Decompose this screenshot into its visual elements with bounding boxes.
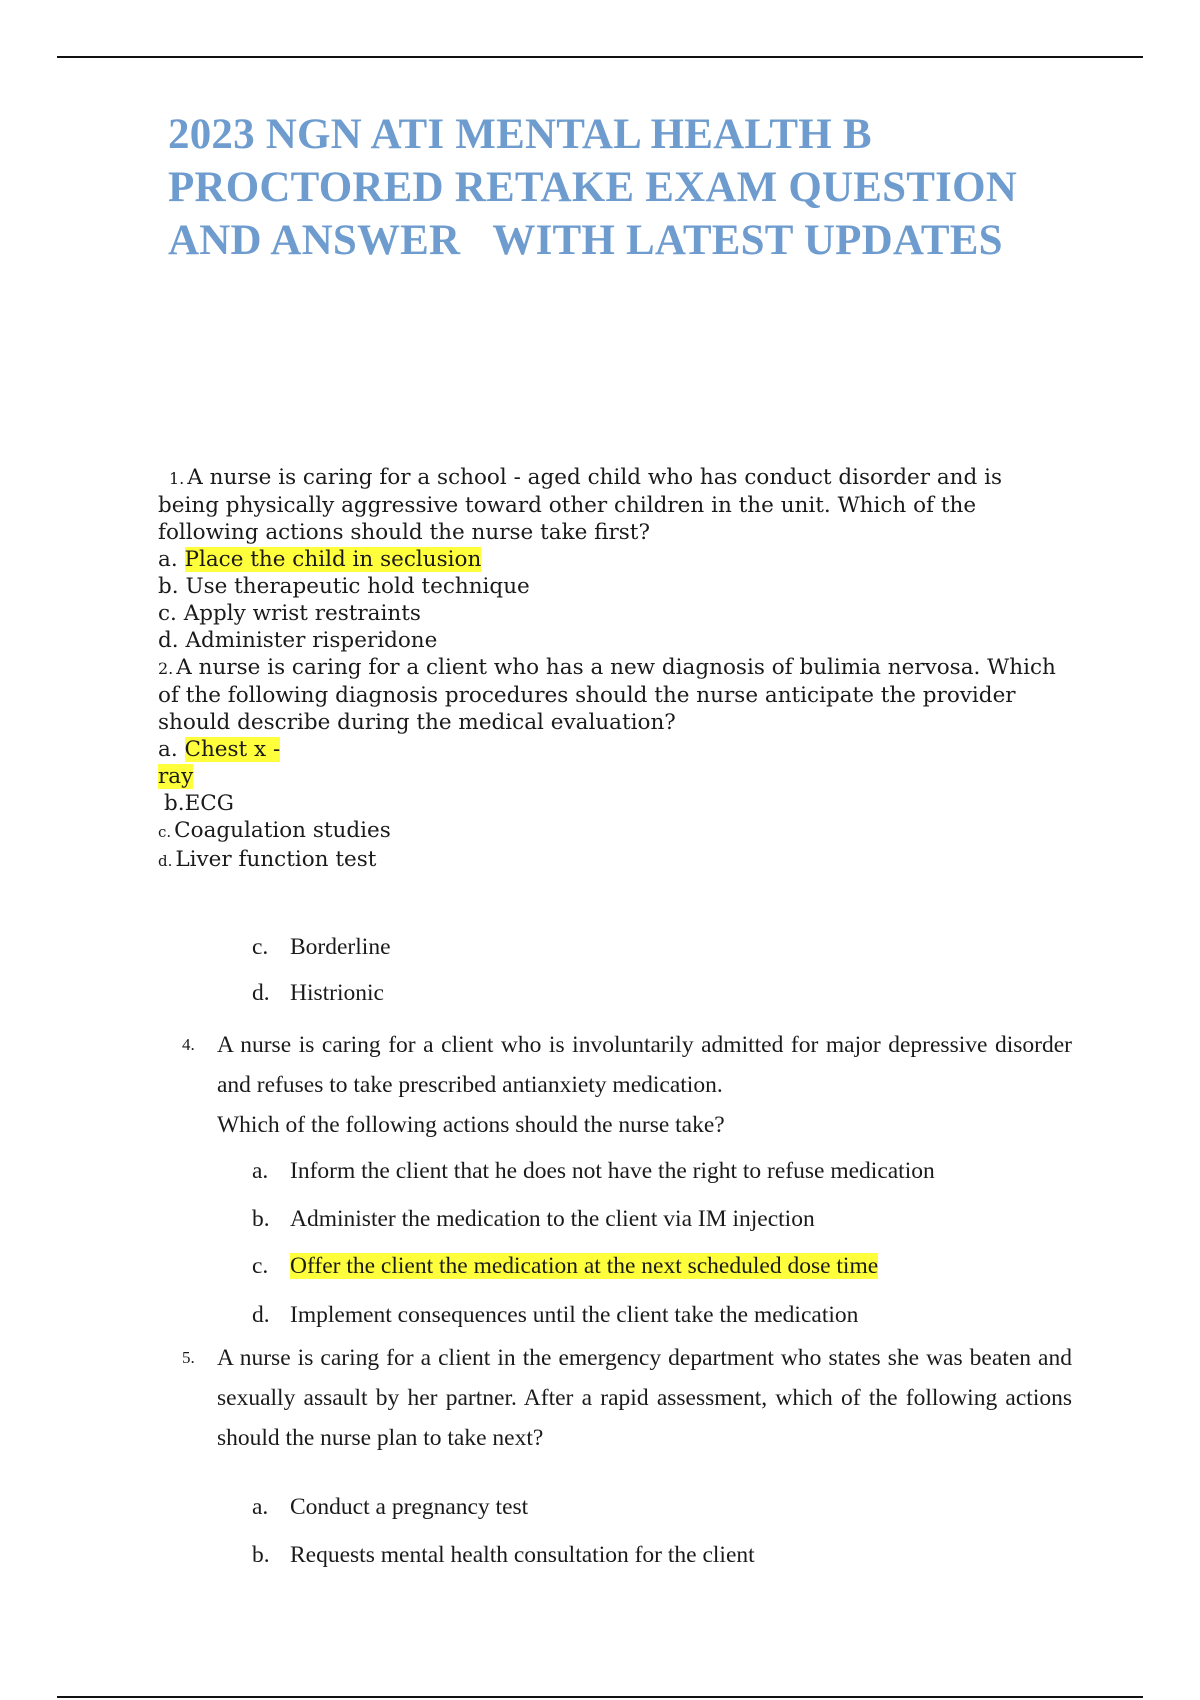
question-2-line: of the following diagnosis procedures should the nurse anticipate the provider bbox=[158, 683, 1016, 708]
question-2-number: 2. bbox=[158, 659, 174, 678]
question-1-option-a: a. Place the child in seclusion bbox=[158, 547, 482, 572]
question-1-option-d: d. Administer risperidone bbox=[158, 628, 438, 653]
question-4-number: 4. bbox=[182, 1035, 195, 1054]
question-5 bbox=[182, 1338, 1072, 1458]
question-1-line: 1. A nurse is caring for a school - aged child who has conduct disorder and is bbox=[169, 465, 1002, 490]
top-rule bbox=[57, 56, 1143, 58]
question-2-option-a-cont bbox=[158, 763, 1078, 790]
document-title bbox=[168, 108, 1088, 267]
question-2-option-a: a. Chest x - bbox=[158, 737, 281, 762]
question-3-option-d: d. Histrionic bbox=[252, 980, 384, 1006]
question-2-option-b: b.ECG bbox=[164, 791, 234, 816]
question-4-option-c: c. Offer the client the medication at the next scheduled dose time bbox=[252, 1253, 879, 1279]
question-4-option-a: a. Inform the client that he does not have the right to refuse medication bbox=[252, 1158, 935, 1184]
question-4-text-2: Which of the following actions should the nurse take? bbox=[217, 1112, 725, 1138]
question-4 bbox=[182, 1025, 1072, 1145]
question-4-option-d: d. Implement consequences until the client take the medication bbox=[252, 1302, 859, 1328]
question-1-option-c: c. Apply wrist restraints bbox=[158, 601, 421, 626]
answer-highlight: Chest x - bbox=[184, 737, 281, 762]
question-4-text: A nurse is caring for a client who is involuntarily admitted for major depressive disorder and refuses to take prescribed antianxiety medication. bbox=[217, 1032, 1072, 1098]
question-2-option-c: c. Coagulation studies bbox=[158, 818, 391, 843]
question-4-option-b: b. Administer the medication to the client via IM injection bbox=[252, 1206, 815, 1232]
title-line: 2023 NGN ATI MENTAL HEALTH B bbox=[168, 111, 872, 158]
question-5-text: A nurse is caring for a client in the emergency department who states she was beaten and sexually assault by her partner. After a rapid assessment, which of the following actions should the nurse plan to take next? bbox=[217, 1345, 1072, 1451]
question-2-line: should describe during the medical evaluation? bbox=[158, 710, 676, 735]
question-5-option-b: b. Requests mental health consultation for the client bbox=[252, 1542, 755, 1568]
question-1-line: being physically aggressive toward other children in the unit. Which of the bbox=[158, 493, 977, 518]
answer-highlight: ray bbox=[158, 764, 194, 789]
title-line: AND ANSWER WITH LATEST UPDATES bbox=[168, 217, 1003, 264]
question-1-line: following actions should the nurse take first? bbox=[158, 520, 650, 545]
question-1-number: 1. bbox=[169, 469, 185, 488]
question-3-option-c: c. Borderline bbox=[252, 934, 391, 960]
questions-1-2 bbox=[158, 464, 1078, 875]
title-line: PROCTORED RETAKE EXAM QUESTION bbox=[168, 164, 1017, 211]
answer-highlight: Offer the client the medication at the next scheduled dose time bbox=[290, 1253, 879, 1279]
question-5-option-a: a. Conduct a pregnancy test bbox=[252, 1494, 529, 1520]
question-5-number: 5. bbox=[182, 1348, 195, 1367]
question-2-option-d: d. Liver function test bbox=[158, 847, 377, 872]
question-1-option-b: b. Use therapeutic hold technique bbox=[158, 574, 530, 599]
bottom-rule bbox=[57, 1696, 1143, 1698]
question-2-line: 2. A nurse is caring for a client who has a new diagnosis of bulimia nervosa. Which bbox=[158, 655, 1056, 680]
answer-highlight: Place the child in seclusion bbox=[184, 547, 482, 572]
